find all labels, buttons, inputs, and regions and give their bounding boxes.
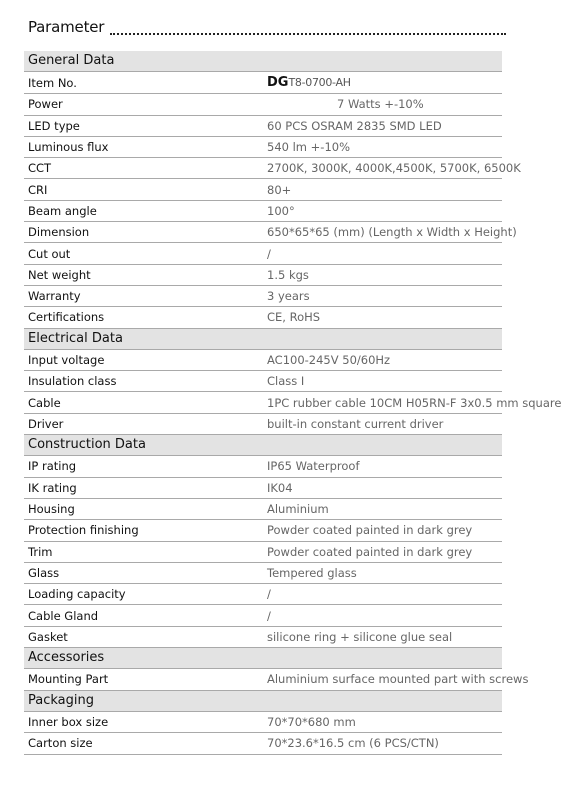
spec-row <box>24 626 502 647</box>
spec-row <box>24 264 502 285</box>
spec-value: 2700K, 3000K, 4000K,4500K, 5700K, 6500K <box>263 158 502 179</box>
spec-value: 80+ <box>263 179 502 200</box>
spec-row <box>24 349 502 370</box>
spec-value-text: 7 Watts +-10% <box>337 97 424 112</box>
spec-value: 100° <box>263 200 502 221</box>
spec-label: Cable Gland <box>24 605 263 626</box>
spec-label: CRI <box>24 179 263 200</box>
section-header <box>24 690 502 711</box>
spec-value: 1.5 kgs <box>263 264 502 285</box>
page-header <box>28 14 506 42</box>
spec-row <box>24 115 502 136</box>
spec-label: Certifications <box>24 307 263 328</box>
spec-value: AC100-245V 50/60Hz <box>263 349 502 370</box>
spec-row <box>24 179 502 200</box>
spec-label: Mounting Part <box>24 669 263 690</box>
spec-row <box>24 669 502 690</box>
spec-label: Glass <box>24 562 263 583</box>
spec-row <box>24 584 502 605</box>
spec-label: Warranty <box>24 285 263 306</box>
spec-label: Net weight <box>24 264 263 285</box>
brand-prefix: DG <box>267 75 289 91</box>
spec-label: Insulation class <box>24 371 263 392</box>
spec-label: IP rating <box>24 456 263 477</box>
spec-row <box>24 371 502 392</box>
spec-label: Driver <box>24 413 263 434</box>
spec-row <box>24 243 502 264</box>
spec-row <box>24 72 502 94</box>
spec-value: Tempered glass <box>263 562 502 583</box>
spec-value: Powder coated painted in dark grey <box>263 520 502 541</box>
spec-value: IK04 <box>263 477 502 498</box>
spec-row <box>24 222 502 243</box>
spec-value: Class I <box>263 371 502 392</box>
spec-row <box>24 285 502 306</box>
spec-value: 70*70*680 mm <box>263 711 502 732</box>
spec-value: Aluminium <box>263 498 502 519</box>
spec-value: 1PC rubber cable 10CM H05RN-F 3x0.5 mm square <box>263 392 502 413</box>
spec-row <box>24 711 502 732</box>
section-title: Accessories <box>24 648 502 669</box>
spec-row <box>24 562 502 583</box>
spec-value: 540 lm +-10% <box>263 136 502 157</box>
spec-value: / <box>263 605 502 626</box>
spec-label: Dimension <box>24 222 263 243</box>
section-header <box>24 435 502 456</box>
spec-table-body <box>24 51 561 754</box>
spec-label: IK rating <box>24 477 263 498</box>
spec-label: CCT <box>24 158 263 179</box>
spec-label: Protection finishing <box>24 520 263 541</box>
spec-row <box>24 733 502 754</box>
spec-row <box>24 158 502 179</box>
spec-row <box>24 605 502 626</box>
section-header <box>24 328 502 349</box>
spec-label: Gasket <box>24 626 263 647</box>
spec-row <box>24 307 502 328</box>
spec-value: 3 years <box>263 285 502 306</box>
spec-value: Aluminium surface mounted part with screws <box>263 669 502 690</box>
spec-value: 70*23.6*16.5 cm (6 PCS/CTN) <box>263 733 502 754</box>
spec-row <box>24 200 502 221</box>
spec-label: Beam angle <box>24 200 263 221</box>
spec-label: LED type <box>24 115 263 136</box>
spec-row <box>24 498 502 519</box>
spec-label: Inner box size <box>24 711 263 732</box>
spec-label: Housing <box>24 498 263 519</box>
title-dotted-leader <box>110 25 506 35</box>
spec-label: Loading capacity <box>24 584 263 605</box>
spec-row <box>24 392 502 413</box>
spec-row <box>24 520 502 541</box>
spec-label: Item No. <box>24 72 263 94</box>
section-title: Construction Data <box>24 435 502 456</box>
spec-value <box>263 72 502 94</box>
spec-value: Powder coated painted in dark grey <box>263 541 502 562</box>
spec-label: Trim <box>24 541 263 562</box>
spec-value: / <box>263 584 502 605</box>
spec-label: Cut out <box>24 243 263 264</box>
spec-value: / <box>263 243 502 264</box>
spec-value: built-in constant current driver <box>263 413 502 434</box>
spec-row <box>24 456 502 477</box>
spec-row <box>24 94 502 115</box>
spec-value <box>263 94 502 115</box>
spec-label: Input voltage <box>24 349 263 370</box>
spec-value: 60 PCS OSRAM 2835 SMD LED <box>263 115 502 136</box>
model-number: T8-0700-AH <box>288 76 351 90</box>
spec-row <box>24 136 502 157</box>
spec-value: CE, RoHS <box>263 307 502 328</box>
spec-table <box>24 51 561 755</box>
spec-label: Cable <box>24 392 263 413</box>
section-title: Packaging <box>24 690 502 711</box>
spec-label: Luminous flux <box>24 136 263 157</box>
section-title: General Data <box>24 51 502 72</box>
section-header <box>24 51 502 72</box>
spec-value: IP65 Waterproof <box>263 456 502 477</box>
section-title: Electrical Data <box>24 328 502 349</box>
spec-value: 650*65*65 (mm) (Length x Width x Height) <box>263 222 502 243</box>
spec-row <box>24 477 502 498</box>
spec-row <box>24 413 502 434</box>
spec-row <box>24 541 502 562</box>
page-title: Parameter <box>28 18 105 36</box>
section-header <box>24 648 502 669</box>
spec-label: Power <box>24 94 263 115</box>
spec-label: Carton size <box>24 733 263 754</box>
spec-value: silicone ring + silicone glue seal <box>263 626 502 647</box>
